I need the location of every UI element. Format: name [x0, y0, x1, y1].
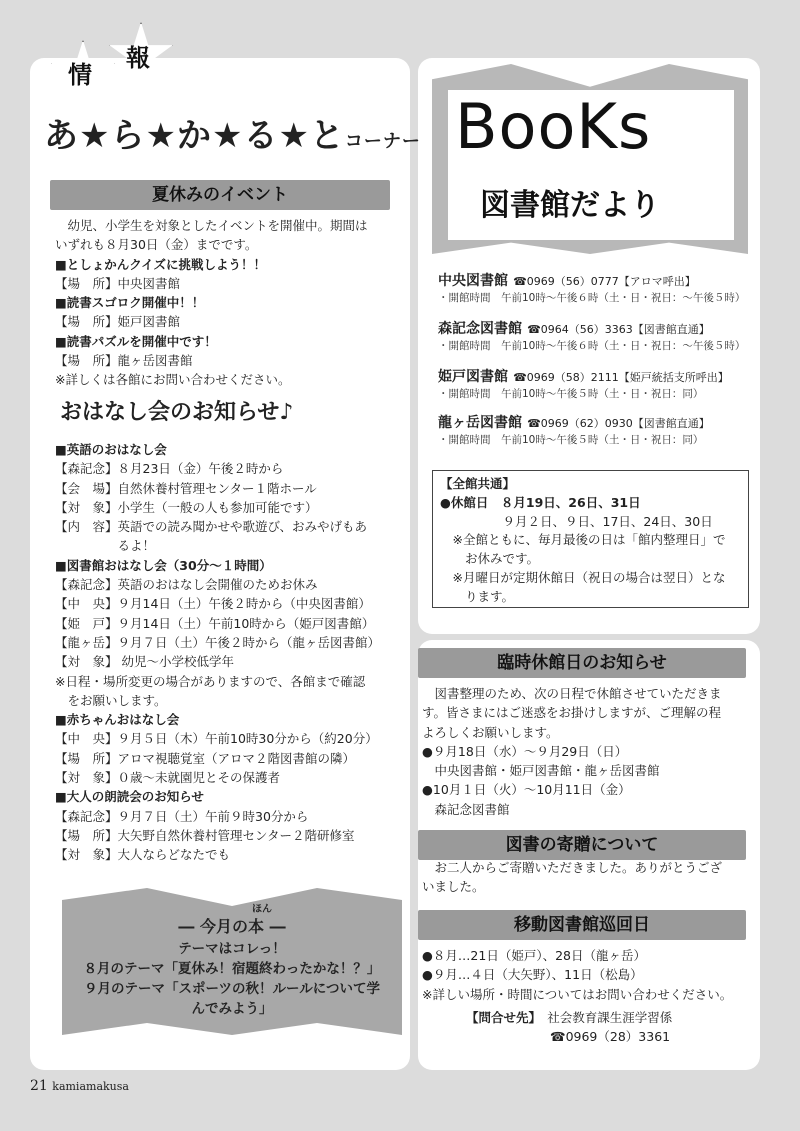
ohanashi-line: 【森記念】８月23日（金）午後２時から: [55, 461, 284, 477]
ohanashi-line: 【龍ヶ岳】９月７日（土）午後２時から（龍ヶ岳図書館）: [55, 634, 381, 650]
library-hours: ・開館時間 午前10時～午後６時（土・日・祝日：～午後５時）: [438, 292, 746, 304]
library-name: 龍ヶ岳図書館: [438, 415, 522, 431]
book-line: テーマはコレっ！: [178, 941, 286, 957]
footer-brand: kamiamakusa: [52, 1080, 129, 1093]
contact-tel: ☎0969（28）3361: [550, 1029, 671, 1045]
ohanashi-line: 【会 場】自然休養村管理センター１階ホール: [55, 480, 317, 496]
ohanashi-line: ■図書館おはなし会（30分～１時間）: [55, 557, 272, 573]
zenkan-line: ります。: [440, 588, 515, 604]
books-logo: BooKs: [455, 90, 652, 163]
idou-line: ※詳しい場所・時間についてはお問い合わせください。: [422, 986, 733, 1002]
idou-title: 移動図書館巡回日: [418, 910, 746, 940]
zenkan-title: 【全館共通】: [440, 476, 516, 491]
library-tel: ☎0969（56）0777【アロマ呼出】: [513, 275, 696, 288]
header-jo: 情: [68, 61, 92, 89]
ohanashi-line: るよ！: [55, 538, 156, 554]
ohanashi-line: 【姫 戸】９月14日（土）午前10時から（姫戸図書館）: [55, 615, 375, 631]
ohanashi-line: ■赤ちゃんおはなし会: [55, 712, 180, 728]
ohanashi-line: 【対 象】小学生（一般の人も参加可能です）: [55, 499, 318, 515]
library-hours: ・開館時間 午前10時～午後５時（土・日・祝日：同）: [438, 434, 704, 446]
ohanashi-line: 【対 象】 幼児～小学校低学年: [55, 654, 234, 670]
idou-line: ●８月…21日（姫戸）、28日（龍ヶ岳）: [422, 948, 646, 963]
book-title-text: 今月の本: [199, 917, 264, 936]
summer-line: ■読書パズルを開催中です！: [55, 333, 217, 349]
rinji-line: ●９月18日（水）～９月29日（日）: [422, 743, 628, 759]
ohanashi-line: ※日程・場所変更の場合がありますので、各館まで確認: [55, 673, 366, 689]
corner-title-main: あ★ら★か★る★と: [44, 116, 345, 156]
summer-line: ※詳しくは各館にお問い合わせください。: [55, 372, 291, 388]
rinji-title: 臨時休館日のお知らせ: [418, 648, 746, 678]
summer-title: 夏休みのイベント: [50, 180, 390, 210]
zenkan-line: お休みです。: [440, 551, 540, 567]
rinji-line: 中央図書館・姫戸図書館・龍ヶ岳図書館: [422, 763, 660, 779]
kizou-title: 図書の寄贈について: [418, 830, 746, 860]
ohanashi-line: 【対 象】０歳～未就園児とその保護者: [55, 770, 281, 786]
ohanashi-title: おはなし会のお知らせ♪: [60, 400, 294, 425]
ohanashi-line: 【森記念】英語のおはなし会開催のためお休み: [55, 577, 318, 593]
page-number: 21: [30, 1078, 48, 1094]
library-item: [438, 366, 758, 412]
summer-line: ■としょかんクイズに挑戦しよう！！: [55, 256, 267, 272]
library-hours: ・開館時間 午前10時～午後６時（土・日・祝日：～午後５時）: [438, 340, 746, 352]
library-item: [438, 412, 758, 458]
ohanashi-line: 【場 所】大矢野自然休養村管理センター２階研修室: [55, 827, 355, 843]
ohanashi-line: ■大人の朗読会のお知らせ: [55, 789, 204, 805]
book-line: ９月のテーマ「スポーツの秋！ルールについて学: [84, 981, 380, 997]
summer-line: いずれも８月30日（金）までです。: [55, 237, 258, 253]
summer-line: 【場 所】姫戸図書館: [55, 314, 181, 330]
library-name: 姫戸図書館: [438, 369, 508, 385]
zenkan-body: [440, 475, 725, 607]
book-of-month-title: ― 今月の本 ―: [178, 917, 286, 936]
header-ho: 報: [126, 44, 150, 72]
ohanashi-line: 【内 容】英語での読み聞かせや歌遊び、おみやげもあ: [55, 519, 368, 535]
book-line: んでみよう」: [191, 1001, 273, 1017]
summer-line: 幼児、小学生を対象としたイベントを開催中。期間は: [55, 218, 368, 233]
kizou-line: いました。: [422, 879, 485, 895]
summer-line: 【場 所】中央図書館: [55, 275, 181, 291]
library-name: 森記念図書館: [438, 321, 522, 337]
idou-body: [422, 946, 732, 1004]
library-item: [438, 318, 758, 366]
rinji-body: [422, 684, 722, 819]
zenkan-line: ※全館ともに、毎月最後の日は「館内整理日」で: [440, 532, 726, 548]
rinji-line: ●10月１日（火）～10月11日（金）: [422, 782, 631, 798]
ohanashi-line: 【中 央】９月５日（木）午前10時30分から（約20分）: [55, 731, 378, 747]
rinji-line: す。皆さまにはご迷惑をお掛けしますが、ご理解の程: [422, 705, 722, 721]
ohanashi-line: 【対 象】大人ならどなたでも: [55, 847, 231, 863]
ohanashi-body: [55, 440, 380, 865]
kizou-line: お二人からご寄贈いただきました。ありがとうござ: [422, 860, 723, 875]
ohanashi-line: 【中 央】９月14日（土）午後２時から（中央図書館）: [55, 596, 371, 612]
rinji-line: 図書整理のため、次の日程で休館させていただきま: [422, 686, 722, 701]
library-tel: ☎0964（56）3363【図書館直通】: [527, 323, 710, 336]
zenkan-line: ●休館日 ８月19日、26日、31日: [440, 494, 641, 510]
corner-title-suffix: コーナー: [344, 131, 421, 152]
library-list: [438, 270, 758, 458]
contact-block: [466, 1008, 672, 1047]
rinji-line: よろしくお願いします。: [422, 724, 559, 740]
contact-label: 【問合せ先】: [466, 1010, 535, 1025]
library-tel: ☎0969（62）0930【図書館直通】: [527, 417, 710, 430]
library-name: 中央図書館: [438, 273, 508, 289]
kizou-body: [422, 858, 722, 897]
ohanashi-line: 【場 所】アロマ視聴覚室（アロマ２階図書館の隣）: [55, 750, 356, 766]
zenkan-line: ９月２日、９日、17日、24日、30日: [440, 513, 713, 529]
rinji-line: 森記念図書館: [422, 801, 510, 817]
ohanashi-line: をお願いします。: [55, 692, 167, 708]
library-tel: ☎0969（58）2111【姫戸統括支所呼出】: [513, 371, 729, 384]
book-of-month-content: [62, 905, 402, 1019]
page-footer: [30, 1078, 129, 1094]
books-subtitle: 図書館だより: [480, 188, 660, 223]
idou-line: ●９月…４日（大矢野）、11日（松島）: [422, 967, 643, 983]
summer-line: ■読書スゴロク開催中！！: [55, 295, 205, 311]
summer-body: [55, 216, 368, 390]
library-hours: ・開館時間 午前10時～午後５時（土・日・祝日：同）: [438, 388, 704, 400]
ohanashi-line: 【森記念】９月７日（土）午前９時30分から: [55, 808, 309, 824]
ohanashi-line: ■英語のおはなし会: [55, 442, 167, 457]
book-ruby: ほん: [252, 904, 272, 915]
contact-name: 社会教育課生涯学習係: [547, 1010, 673, 1025]
library-item: [438, 270, 758, 318]
corner-title: [44, 108, 421, 157]
summer-line: 【場 所】龍ヶ岳図書館: [55, 353, 193, 369]
zenkan-line: ※月曜日が定期休館日（祝日の場合は翌日）とな: [440, 569, 726, 585]
book-line: ８月のテーマ「夏休み！宿題終わったかな！？」: [83, 961, 381, 977]
